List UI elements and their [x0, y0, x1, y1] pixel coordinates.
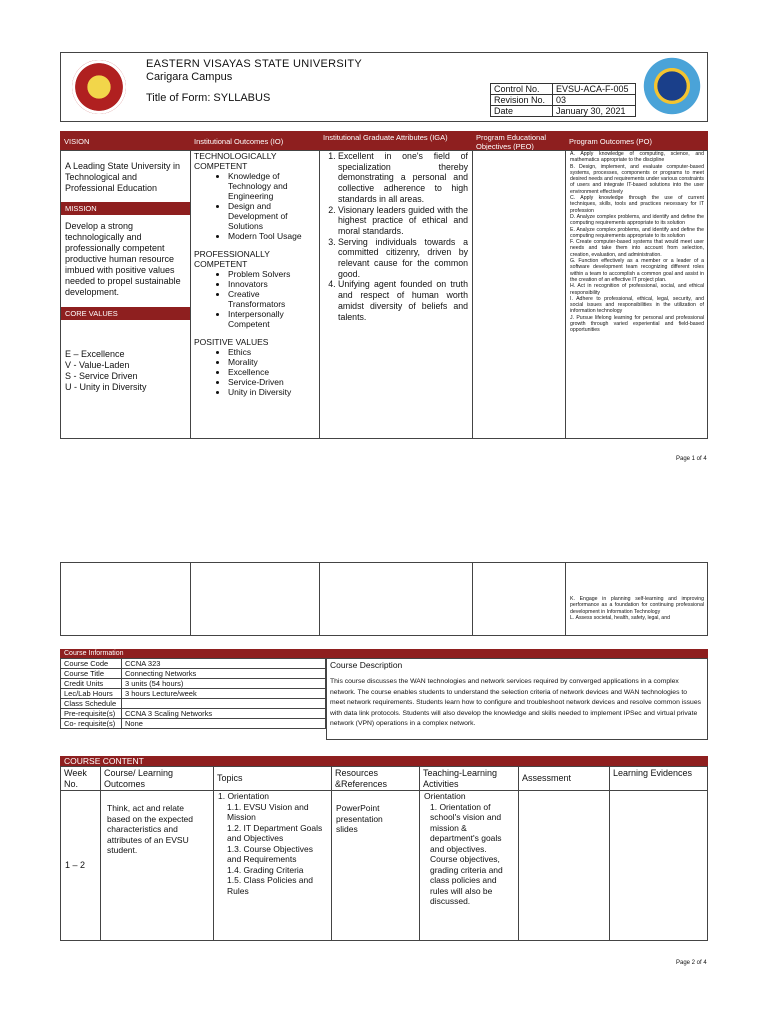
- campus-name: Carigara Campus: [146, 71, 233, 83]
- course-content-table: [60, 766, 708, 941]
- resources-cell: PowerPoint presentation slides: [332, 791, 420, 941]
- control-table: Control No. EVSU-ACA-F-005 Revision No. 03 Date January 30, 2021: [490, 83, 636, 117]
- col-assessment: Assessment: [519, 767, 610, 791]
- io-group-title: PROFESSIONALLY COMPETENT: [194, 249, 270, 269]
- peo-column: [472, 150, 566, 439]
- course-description-cell: [326, 658, 708, 740]
- peo-header: Program Educational Objectives (PEO): [476, 133, 547, 151]
- po-header: Program Outcomes (PO): [569, 137, 652, 146]
- iga-cont-cell: [319, 562, 473, 636]
- col-resources: Resources &References: [332, 767, 420, 791]
- io-group-title: TECHNOLOGICALLY COMPETENT: [194, 151, 277, 171]
- tla-cell: Orientation 1. Orientation of school's vision and mission & department's goals and objectives. Course objectives, grading criteria and class policies and rules will also be discussed.: [420, 791, 519, 941]
- io-header: Institutional Outcomes (IO): [194, 137, 284, 146]
- po-column: A. Apply knowledge of computing, science, and mathematics appropriate to the discipline B. Design, implement, and evaluate computer-based systems, processes, components or programs to meet desired needs and requirements under various constraints of users and integrate IT-based solutions into the user environment effectively C. Apply knowledge through the use of current techniques, skills, tools and practices necessary for IT profession D. Analyze complex problems, and identify and define the computing requirements appropriate to its solution E. Analyze complex problems, and identify and define the computing requirements appropriate to its solution F. Create computer-based systems that would meet user needs and take them into account from selection, creation, evaluation, and administration. G. Function effectively as a member or a leader of a software development team recognizing different roles within a team to accomplish a common goal and assist in the creation of an effective IT project plan. H. Act in recognition of professional, social, and ethical responsibility I. Adhere to professional, ethical, legal, security, and social issues and responsibilities in the utilization of information technology J. Pursue lifelong learning for personal and professional growth through varied experiential and field-based opportunities: [565, 150, 708, 439]
- io-group-title: POSITIVE VALUES: [194, 337, 269, 347]
- mission-text: Develop a strong technologically and professionally competent productive human resource imbued with positive values needed to propel sustainable development.: [65, 221, 181, 297]
- evidences-cell: [610, 791, 708, 941]
- po-cont-cell: K. Engage in planning self-learning and improving performance as a foundation for continuing professional development in Information Technology L. Assess societal, health, safety, legal, and: [565, 562, 708, 636]
- course-content-heading: COURSE CONTENT: [60, 756, 708, 766]
- week-cell: 1 – 2: [61, 791, 101, 941]
- mission-label: MISSION: [61, 202, 190, 215]
- io-column: TECHNOLOGICALLY COMPETENT • Knowledge of Technology and Engineering • Design and Development of Solutions • Modern Tool Usage PROFESSIONALLY COMPETENT • Problem Solvers • Innovators • Creative Transformators • Interpersonally Competent POSITIVE VALUES • Ethics • Morality • Excellence • Service-Driven • Unity in Diversity: [190, 150, 320, 439]
- col-evidences: Learning Evidences: [610, 767, 708, 791]
- col-week: Week No.: [61, 767, 101, 791]
- page-number: Page 1 of 4: [676, 456, 707, 462]
- evsu-seal-icon: [72, 60, 126, 114]
- vision-header: VISION: [64, 137, 90, 146]
- course-info-heading: Course Information: [60, 649, 708, 658]
- core-values-label: CORE VALUES: [61, 307, 190, 320]
- peo-cont-cell: [472, 562, 566, 636]
- vision-column: [60, 150, 191, 439]
- form-title: Title of Form: SYLLABUS: [146, 92, 271, 104]
- vision-cont-cell: [60, 562, 191, 636]
- iga-column: 1. Excellent in one's field of specialization thereby demonstrating a personal and collective adherence to high standards in all areas. 2. Visionary leaders guided with the highest practice of ethical and moral standards. 3. Serving individuals towards a committed citizenry, driven by relevant cause for the common good. 4. Unifying agent founded on truth and respect of human worth amidst diversity of beliefs and talents.: [319, 150, 473, 439]
- col-tla: Teaching-Learning Activities: [420, 767, 519, 791]
- course-info-table: Course Code CCNA 323 Course Title Connecting Networks Credit Units 3 units (54 hours) Lec/Lab Hours 3 hours Lecture/week Class Schedule Pre-requisite(s) CCNA 3 Scaling Networks Co- requisite(s) None: [60, 658, 326, 729]
- io-cont-cell: [190, 562, 320, 636]
- topics-cell: 1. Orientation 1.1. EVSU Vision and Mission 1.2. IT Department Goals and Objectives 1.3. Course Objectives and Requirements 1.4. Grading Criteria 1.5. Class Policies and Rules: [214, 791, 332, 941]
- col-outcomes: Course/ Learning Outcomes: [101, 767, 214, 791]
- outcome-cell: Think, act and relate based on the expected characteristics and attributes of an EVSU student.: [101, 791, 214, 941]
- campus-seal-icon: [642, 56, 702, 116]
- course-description: This course discusses the WAN technologies and network services required by converged applications in a complex network. The course enables students to understand the selection criteria of network devices and WAN technologies to meet network requirements. Students learn how to configure and troubleshoot network devices and resolve common issues with data link protocols. Students will also develop the knowledge and skills needed to implement IPSec and virtual private network (VPN) operations in a complex network.: [330, 678, 702, 727]
- vision-text: A Leading State University in Technological and Professional Education: [65, 161, 181, 193]
- col-topics: Topics: [214, 767, 332, 791]
- iga-header: Institutional Graduate Attributes (IGA): [323, 133, 448, 142]
- university-name: EASTERN VISAYAS STATE UNIVERSITY: [146, 58, 362, 70]
- core-values-list: E – Excellence V - Value-Laden S - Service Driven U - Unity in Diversity: [65, 349, 147, 392]
- page-number: Page 2 of 4: [676, 960, 707, 966]
- assessment-cell: [519, 791, 610, 941]
- course-description-label: Course Description: [330, 660, 403, 670]
